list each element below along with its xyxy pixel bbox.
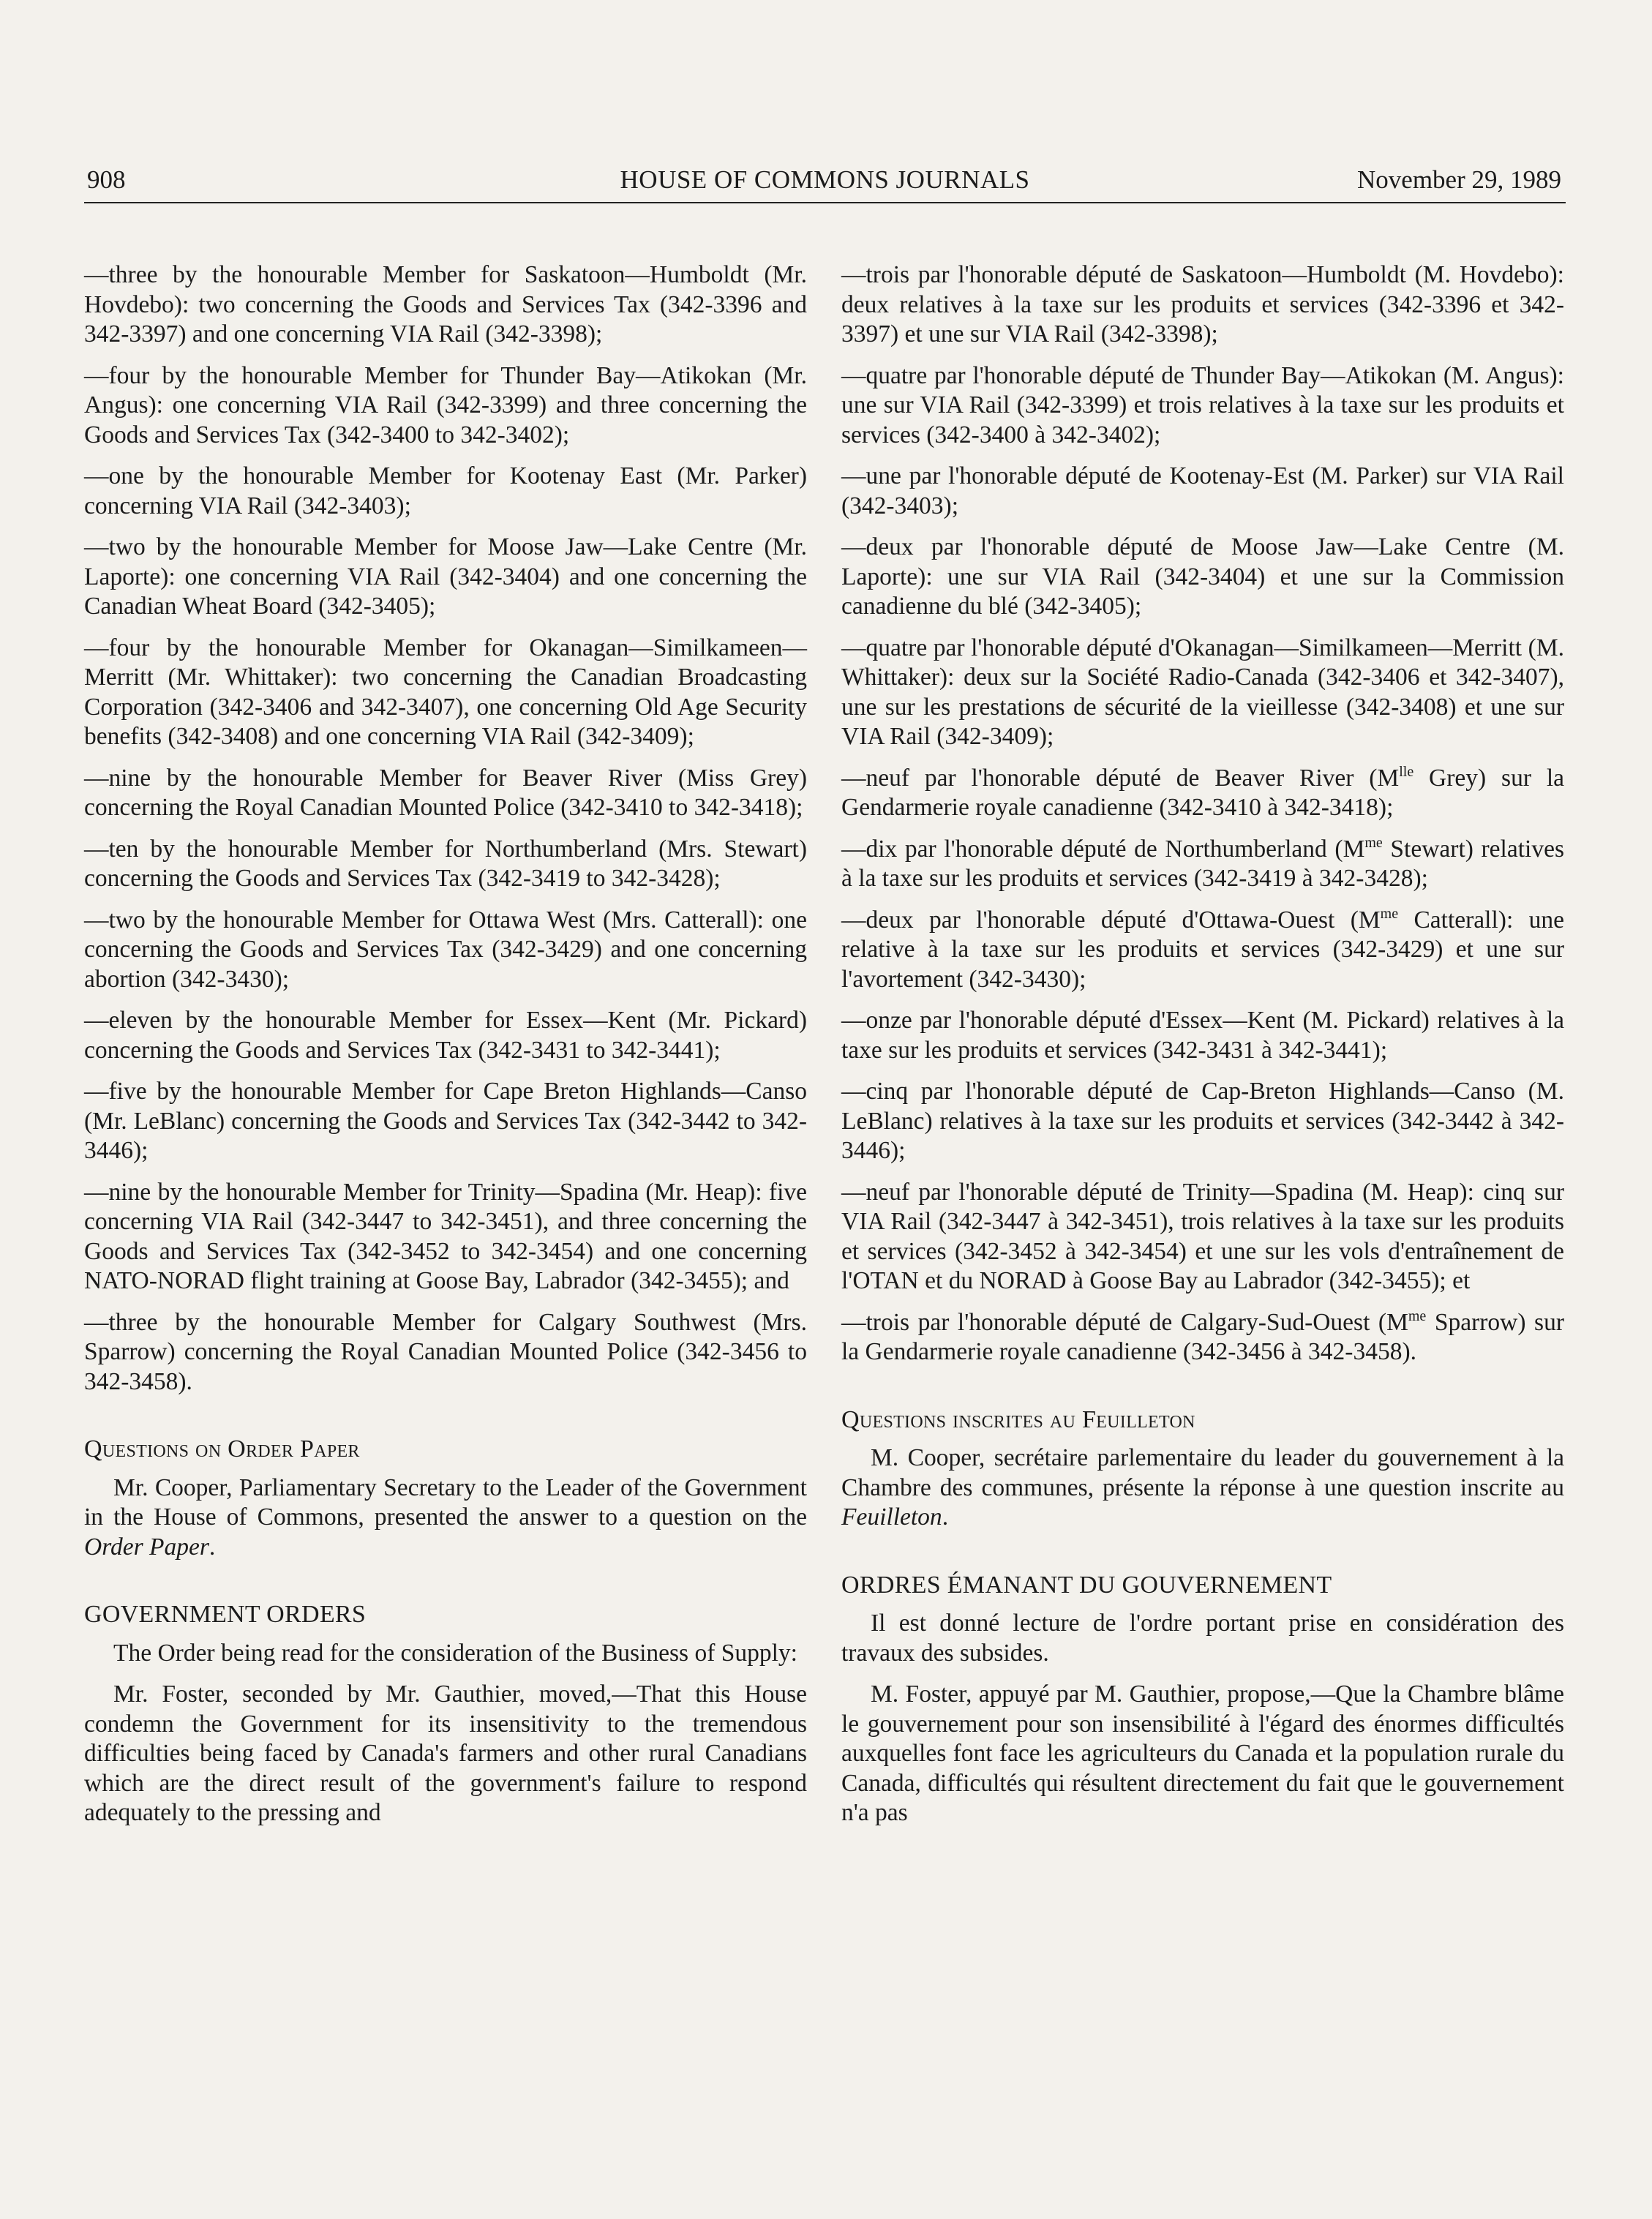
petition-entry: —two by the honourable Member for Ottawa West (Mrs. Catterall): one concerning the Goods and Services Tax (342-3429) and one concerning abortion (342-3430); xyxy=(84,906,807,993)
orders-paragraph: Il est donné lecture de l'ordre portant prise en considération des travaux des subsides. xyxy=(841,1610,1564,1667)
questions-heading: Questions inscrites au Feuilleton xyxy=(841,1405,1195,1433)
french-column xyxy=(841,260,1564,1840)
feuilleton-title: Feuilleton xyxy=(841,1503,942,1531)
questions-paragraph: Mr. Cooper, Parliamentary Secretary to the Leader of the Government in the House of Commons, presented the answer to a question on the Order Paper. xyxy=(84,1473,807,1561)
journal-title: HOUSE OF COMMONS JOURNALS xyxy=(620,165,1030,194)
order-paper-title: Order Paper xyxy=(84,1533,209,1561)
petition-entry: —ten by the honourable Member for Northumberland (Mrs. Stewart) concerning the Goods and Services Tax (342-3419 to 342-3428); xyxy=(84,835,807,892)
journal-date: November 29, 1989 xyxy=(1357,165,1561,194)
petition-entry: —cinq par l'honorable député de Cap-Breton Highlands—Canso (M. LeBlanc) relatives à la taxe sur les produits et services (342-3442 à 342-3446); xyxy=(841,1078,1564,1164)
petition-entry: —eleven by the honourable Member for Essex—Kent (Mr. Pickard) concerning the Goods and Services Tax (342-3431 to 342-3441); xyxy=(84,1007,807,1064)
petition-entry: —three by the honourable Member for Saskatoon—Humboldt (Mr. Hovdebo): two concerning the Goods and Services Tax (342-3396 and 342-3397) and one concerning VIA Rail (342-3398); xyxy=(84,261,807,348)
petition-entry: —trois par l'honorable député de Saskatoon—Humboldt (M. Hovdebo): deux relatives à la taxe sur les produits et services (342-3396 et 342-3397) et une sur VIA Rail (342-3398); xyxy=(841,261,1564,348)
petition-entry: —trois par l'honorable député de Calgary-Sud-Ouest ($M^{me}$ Sparrow) sur la Gendarmerie royale canadienne (342-3456 à 342-3458). xyxy=(841,1307,1564,1365)
petition-entry: —nine by the honourable Member for Beaver River (Miss Grey) concerning the Royal Canadian Mounted Police (342-3410 to 342-3418); xyxy=(84,764,807,821)
questions-paragraph: M. Cooper, secrétaire parlementaire du leader du gouvernement à la Chambre des communes, présente la réponse à une question inscrite au Feuilleton. xyxy=(841,1444,1564,1531)
page-header xyxy=(84,162,1566,203)
petition-entry: —two by the honourable Member for Moose Jaw—Lake Centre (Mr. Laporte): one concerning VIA Rail (342-3404) and one concerning the Canadian Wheat Board (342-3405); xyxy=(84,533,807,620)
petition-entry: —dix par l'honorable député de Northumberland ($M^{me}$ Stewart) relatives à la taxe sur les produits et services (342-3419 à 342-3428); xyxy=(841,834,1564,892)
petition-entry: —four by the honourable Member for Okanagan—Similkameen—Merritt (Mr. Whittaker): two concerning the Canadian Broadcasting Corporation (342-3406 and 342-3407), one concerning Old Age Security benefits (342-3408) and one concerning VIA Rail (342-3409); xyxy=(84,634,807,750)
orders-paragraph: The Order being read for the consideration of the Business of Supply: xyxy=(113,1639,797,1667)
petition-entry: —quatre par l'honorable député d'Okanagan—Similkameen—Merritt (M. Whittaker): deux sur la Société Radio-Canada (342-3406 et 342-3407), une sur les prestations de sécurité de la vieillesse (342-3408) et une sur VIA Rail (342-3409); xyxy=(841,634,1564,750)
petition-entry: —three by the honourable Member for Calgary Southwest (Mrs. Sparrow) concerning the Royal Canadian Mounted Police (342-3456 to 342-3458). xyxy=(84,1308,807,1395)
motion-paragraph: M. Foster, appuyé par M. Gauthier, propose,—Que la Chambre blâme le gouvernement pour son insensibilité à l'égard des énormes difficultés auxquelles font face les agriculteurs du Canada et la population rurale du Canada, difficultés qui résultent directement du fait que le gouvernement n'a pas xyxy=(841,1681,1564,1826)
petition-entry: —deux par l'honorable député d'Ottawa-Ouest ($M^{me}$ Catterall): une relative à la taxe sur les produits et services (342-3429) et une sur l'avortement (342-3430); xyxy=(841,905,1564,993)
page-number: 908 xyxy=(87,165,126,194)
petition-entry: —one by the honourable Member for Kootenay East (Mr. Parker) concerning VIA Rail (342-3403); xyxy=(84,462,807,519)
petition-entry: —neuf par l'honorable député de Trinity—Spadina (M. Heap): cinq sur VIA Rail (342-3447 à 342-3451), trois relatives à la taxe sur les produits et services (342-3452 à 342-3454) et une sur les vols d'entraînement de l'OTAN et du NORAD à Goose Bay au Labrador (342-3455); et xyxy=(841,1178,1564,1294)
petition-entry: —deux par l'honorable député de Moose Jaw—Lake Centre (M. Laporte): une sur VIA Rail (342-3404) et une sur la Commission canadienne du blé (342-3405); xyxy=(841,533,1564,620)
petition-entry: —four by the honourable Member for Thunder Bay—Atikokan (Mr. Angus): one concerning VIA Rail (342-3399) and three concerning the Goods and Services Tax (342-3400 to 342-3402); xyxy=(84,361,807,448)
english-column xyxy=(84,260,807,1840)
government-orders-heading: GOVERNMENT ORDERS xyxy=(84,1601,367,1628)
petition-entry: —quatre par l'honorable député de Thunder Bay—Atikokan (M. Angus): une sur VIA Rail (342-3399) et trois relatives à la taxe sur les produits et services (342-3400 à 342-3402); xyxy=(841,361,1564,448)
questions-heading: Questions on Order Paper xyxy=(84,1435,360,1463)
petition-entry: —neuf par l'honorable député de Beaver River ($M^{lle}$ Grey) sur la Gendarmerie royale canadienne (342-3410 à 342-3418); xyxy=(841,763,1564,821)
motion-paragraph: Mr. Foster, seconded by Mr. Gauthier, moved,—That this House condemn the Government for its insensitivity to the tremendous difficulties being faced by Canada's farmers and other rural Canadians which are the direct result of the government's failure to respond adequately to the pressing and xyxy=(84,1681,807,1826)
government-orders-heading: ORDRES ÉMANANT DU GOUVERNEMENT xyxy=(841,1571,1332,1599)
petition-entry: —onze par l'honorable député d'Essex—Kent (M. Pickard) relatives à la taxe sur les produits et services (342-3431 à 342-3441); xyxy=(841,1007,1564,1064)
petition-entry: —five by the honourable Member for Cape Breton Highlands—Canso (Mr. LeBlanc) concerning the Goods and Services Tax (342-3442 to 342-3446); xyxy=(84,1078,807,1164)
petition-entry: —une par l'honorable député de Kootenay-Est (M. Parker) sur VIA Rail (342-3403); xyxy=(841,462,1564,519)
petition-entry: —nine by the honourable Member for Trinity—Spadina (Mr. Heap): five concerning VIA Rail (342-3447 to 342-3451), and three concerning the Goods and Services Tax (342-3452 to 342-3454) and one concerning NATO-NORAD flight training at Goose Bay, Labrador (342-3455); and xyxy=(84,1178,807,1294)
